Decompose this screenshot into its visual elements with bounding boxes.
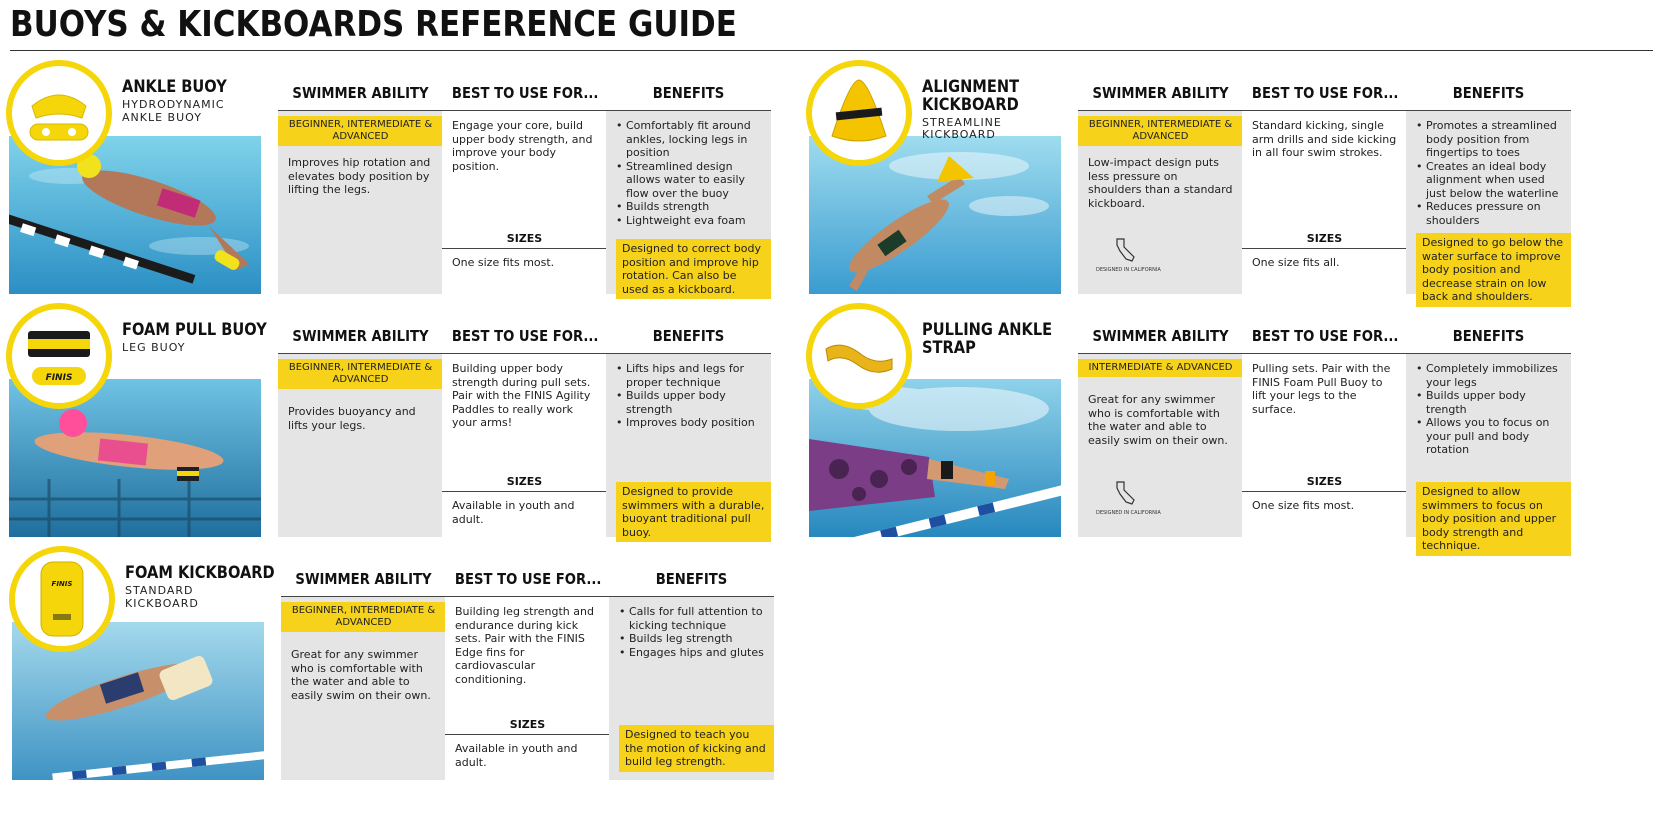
ability-text: Great for any swimmer who is comfortable with the water and able to easily swim on their own. — [1088, 393, 1228, 447]
ability-panel — [1078, 353, 1243, 537]
product-name: PULLING ANKLE — [922, 320, 1053, 340]
product-name: FOAM KICKBOARD — [125, 563, 275, 583]
designed-in-california-text: DESIGNED IN CALIFORNIA — [1096, 510, 1161, 516]
alignment-kickboard-icon — [812, 66, 906, 160]
best-text: Engage your core, build upper body strength, and improve your body position. — [452, 119, 593, 173]
benefits-panel — [606, 110, 771, 294]
sizes-header: SIZES — [1242, 472, 1407, 492]
benefits-list — [1406, 111, 1571, 227]
ability-level: BEGINNER, INTERMEDIATE & ADVANCED — [1078, 116, 1243, 146]
benefits-header: BENEFITS — [1452, 84, 1525, 102]
best-column — [445, 562, 610, 780]
benefits-column — [606, 319, 771, 537]
ability-text: Improves hip rotation and elevates body position by lifting the legs. — [288, 156, 431, 196]
best-text: Standard kicking, single arm drills and side kicking in all four swim strokes. — [1252, 119, 1397, 159]
product-pulling-ankle-strap — [806, 299, 1616, 552]
best-panel — [445, 596, 610, 780]
product-subtitle: HYDRODYNAMIC — [122, 98, 225, 111]
sizes-header: SIZES — [442, 472, 607, 492]
benefit-item: • Promotes a streamlined body position from fingertips to toes — [1416, 119, 1565, 160]
product-subtitle: STREAMLINE — [922, 116, 1002, 129]
sizes-text: One size fits most. — [1252, 499, 1355, 512]
benefit-item: • Builds upper body strength — [616, 389, 765, 416]
product-name: FOAM PULL BUOY — [122, 320, 267, 340]
benefits-column — [1406, 76, 1571, 303]
benefit-item: • Reduces pressure on shoulders — [1416, 200, 1565, 227]
product-alignment-kickboard — [806, 56, 1616, 301]
design-callout: Designed to go below the water surface to improve body position and decrease strain on low back and shoulders. — [1416, 233, 1571, 307]
benefit-item: • Improves body position — [616, 416, 765, 430]
benefits-header: BENEFITS — [655, 570, 728, 588]
ability-header: SWIMMER ABILITY — [1092, 327, 1229, 345]
product-foam-kickboard — [9, 542, 819, 787]
ability-level: BEGINNER, INTERMEDIATE & ADVANCED — [278, 359, 443, 389]
best-header: BEST TO USE FOR... — [454, 570, 602, 588]
ability-level: BEGINNER, INTERMEDIATE & ADVANCED — [281, 602, 446, 632]
best-header: BEST TO USE FOR... — [1251, 84, 1399, 102]
best-text: Building upper body strength during pull sets. Pair with the FINIS Agility Paddles to really work your arms! — [452, 362, 591, 429]
product-subtitle-line2: KICKBOARD — [922, 128, 996, 141]
best-header: BEST TO USE FOR... — [1251, 327, 1399, 345]
product-thumbnail — [806, 60, 912, 166]
ability-header: SWIMMER ABILITY — [1092, 84, 1229, 102]
best-panel — [442, 110, 607, 294]
benefit-item: • Engages hips and glutes — [619, 646, 768, 660]
benefits-header: BENEFITS — [1452, 327, 1525, 345]
benefit-item: • Builds strength — [616, 200, 765, 214]
product-foam-pull-buoy — [6, 299, 816, 544]
ability-text: Great for any swimmer who is comfortable with the water and able to easily swim on their own. — [291, 648, 431, 702]
sizes-text: One size fits most. — [452, 256, 555, 269]
product-name-line2: KICKBOARD — [922, 95, 1019, 115]
ability-level: INTERMEDIATE & ADVANCED — [1078, 359, 1243, 377]
ankle-strap-icon — [812, 309, 906, 403]
best-header: BEST TO USE FOR... — [451, 327, 599, 345]
ability-column — [1078, 319, 1243, 537]
ability-panel — [281, 596, 446, 780]
benefits-panel — [1406, 110, 1571, 303]
benefit-item: • Creates an ideal body alignment when used just below the waterline — [1416, 160, 1565, 201]
sizes-text: Available in youth and adult. — [455, 742, 578, 769]
ability-panel — [278, 110, 443, 294]
benefits-list — [606, 111, 771, 227]
ability-column — [278, 319, 443, 537]
ability-header: SWIMMER ABILITY — [292, 327, 429, 345]
page-title: BUOYS & KICKBOARDS REFERENCE GUIDE — [10, 4, 737, 45]
ability-column — [278, 76, 443, 294]
benefits-list — [1406, 354, 1571, 457]
california-map-icon — [1114, 237, 1138, 263]
ability-text: Low-impact design puts less pressure on shoulders than a standard kickboard. — [1088, 156, 1233, 210]
benefits-column — [609, 562, 774, 780]
benefit-item: • Streamlined design allows water to easily flow over the buoy — [616, 160, 765, 201]
benefits-panel — [609, 596, 774, 780]
sizes-text: One size fits all. — [1252, 256, 1340, 269]
california-map-icon — [1114, 480, 1138, 506]
best-column — [442, 76, 607, 294]
ability-panel — [278, 353, 443, 537]
benefits-panel — [1406, 353, 1571, 552]
benefits-column — [606, 76, 771, 294]
best-panel — [1242, 353, 1407, 537]
benefit-item: • Allows you to focus on your pull and body rotation — [1416, 416, 1565, 457]
product-name: ALIGNMENT — [922, 77, 1020, 97]
product-ankle-buoy — [6, 56, 816, 301]
product-subtitle: STANDARD — [125, 584, 194, 597]
best-text: Pulling sets. Pair with the FINIS Foam Pull Buoy to lift your legs to the surface. — [1252, 362, 1391, 416]
title-rule — [10, 50, 1653, 51]
sizes-header: SIZES — [442, 229, 607, 249]
benefits-panel — [606, 353, 771, 537]
finis-logo-text: FINIS — [45, 373, 73, 383]
product-subtitle-line2: ANKLE BUOY — [122, 111, 202, 124]
benefit-item: • Builds upper body trength — [1416, 389, 1565, 416]
product-thumbnail — [9, 546, 115, 652]
sizes-text: Available in youth and adult. — [452, 499, 575, 526]
product-thumbnail — [806, 303, 912, 409]
sizes-header: SIZES — [445, 715, 610, 735]
best-column — [1242, 76, 1407, 294]
design-callout: Designed to correct body position and improve hip rotation. Can also be used as a kickboard. — [616, 239, 771, 299]
finis-logo-text: FINIS — [51, 580, 73, 588]
ability-level: BEGINNER, INTERMEDIATE & ADVANCED — [278, 116, 443, 146]
product-subtitle: LEG BUOY — [122, 341, 186, 354]
benefit-item: • Lifts hips and legs for proper technique — [616, 362, 765, 389]
benefits-header: BENEFITS — [652, 327, 725, 345]
benefit-item: • Lightweight eva foam — [616, 214, 765, 228]
best-column — [1242, 319, 1407, 537]
designed-in-california-text: DESIGNED IN CALIFORNIA — [1096, 267, 1161, 273]
benefit-item: • Comfortably fit around ankles, locking legs in position — [616, 119, 765, 160]
ability-text: Provides buoyancy and lifts your legs. — [288, 405, 416, 432]
best-panel — [442, 353, 607, 537]
best-text: Building leg strength and endurance during kick sets. Pair with the FINIS Edge fins for cardiovascular conditioning. — [455, 605, 594, 686]
foam-kickboard-icon — [15, 552, 109, 646]
ability-column — [281, 562, 446, 780]
ankle-buoy-icon — [12, 66, 106, 160]
product-thumbnail — [6, 60, 112, 166]
benefit-item: • Completely immobilizes your legs — [1416, 362, 1565, 389]
designed-in-california-badge — [1096, 480, 1161, 516]
design-callout: Designed to teach you the motion of kicking and build leg strength. — [619, 725, 774, 772]
best-column — [442, 319, 607, 537]
ability-panel — [1078, 110, 1243, 294]
benefit-item: • Calls for full attention to kicking technique — [619, 605, 768, 632]
benefit-item: • Builds leg strength — [619, 632, 768, 646]
product-thumbnail — [6, 303, 112, 409]
ability-header: SWIMMER ABILITY — [295, 570, 432, 588]
best-header: BEST TO USE FOR... — [451, 84, 599, 102]
design-callout: Designed to provide swimmers with a durable, buoyant traditional pull buoy. — [616, 482, 771, 542]
product-name-line2: STRAP — [922, 338, 976, 358]
benefits-list — [606, 354, 771, 430]
pull-buoy-icon — [12, 309, 106, 403]
product-subtitle-line2: KICKBOARD — [125, 597, 199, 610]
benefits-header: BENEFITS — [652, 84, 725, 102]
best-panel — [1242, 110, 1407, 294]
sizes-header: SIZES — [1242, 229, 1407, 249]
product-name: ANKLE BUOY — [122, 77, 227, 97]
benefits-column — [1406, 319, 1571, 552]
ability-header: SWIMMER ABILITY — [292, 84, 429, 102]
designed-in-california-badge — [1096, 237, 1161, 273]
design-callout: Designed to allow swimmers to focus on body position and upper body strength and technique. — [1416, 482, 1571, 556]
ability-column — [1078, 76, 1243, 294]
benefits-list — [609, 597, 774, 659]
